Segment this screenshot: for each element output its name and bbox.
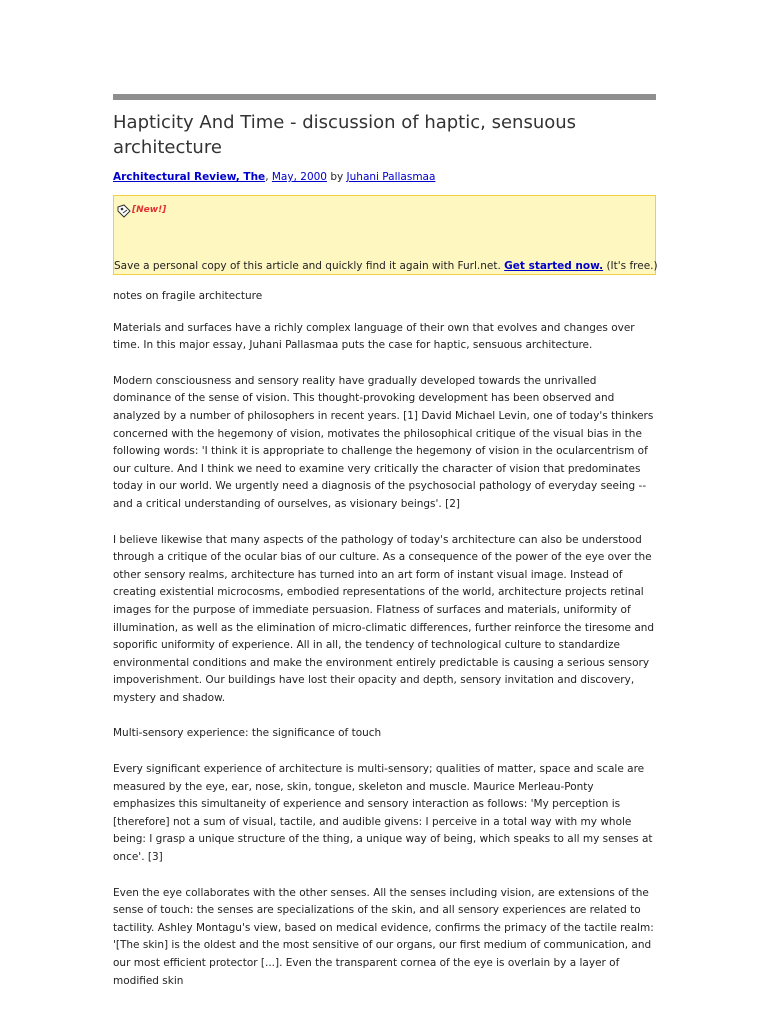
article-subtitle: notes on fragile architecture [113,290,263,302]
article-paragraph: Modern consciousness and sensory reality have gradually developed towards the unrivalled dominance of the sense of vision. This thought-provoking development has been observed and analyzed by a number of philosophers in recent years. [1] David Michael Levin, one of today's thinkers concerned with the hegemony of vision, motivates the philosophical critique of the visual bias in the following words: 'I think it is appropriate to challenge the hegemony of vision in the ocularcentrism of our culture. And I think we need to examine very critically the character of vision that predominates today in our world. We urgently need a diagnosis of the psychosocial pathology of everyday seeing -- and a critical understanding of ourselves, as visionary beings'. [2] [113,374,654,510]
promo-suffix: (It's free.) [603,260,658,272]
article-paragraph: I believe likewise that many aspects of the pathology of today's architecture can also be understood through a critique of the ocular bias of our culture. As a consequence of the power of the eye over the other sensory realms, architecture has turned into an art form of instant visual image. Instead of creating existential microcosms, embodied representations of the world, architecture projects retinal images for the purpose of immediate persuasion. Flatness of surfaces and materials, uniformity of illumination, as well as the elimination of micro-climatic differences, further reinforce the tiresome and soporific uniformity of experience. All in all, the tendency of technological culture to standardize environmental conditions and make the environment entirely predictable is causing a serious sensory impoverishment. Our buildings have lost their opacity and depth, sensory invitation and discovery, mystery and shadow. [113,533,655,704]
get-started-link[interactable]: Get started now. [504,260,604,272]
bookmark-tag-icon [117,203,131,217]
article-paragraph: Every significant experience of architecture is multi-sensory; qualities of matter, space and scale are measured by the eye, ear, nose, skin, tongue, skeleton and muscle. Maurice Merleau-Ponty emphasizes this simultaneity of experience and sensory interaction as follows: 'My perception is [therefore] not a sum of visual, tactile, and audible givens: I perceive in a total way with my whole being: I grasp a unique structure of the thing, a unique way of being, which speaks to all my senses at once'. [3] [113,763,653,864]
article-standfirst: Materials and surfaces have a richly complex language of their own that evolves and changes over time. In this major essay, Juhani Pallasmaa puts the case for haptic, sensuous architecture. [113,321,635,352]
issue-date-link[interactable]: May, 2000 [271,171,327,183]
byline-separator: , [265,171,272,183]
new-badge [117,202,166,218]
promo-message [114,259,658,273]
publication-link[interactable]: Architectural Review, The [113,171,266,183]
promo-text: Save a personal copy of this article and quickly find it again with Furl.net. [114,260,505,272]
furl-promo-box [113,195,656,275]
article-paragraph: Even the eye collaborates with the other senses. All the senses including vision, are extensions of the sense of touch: the senses are specializations of the skin, and all sensory experiences are related to tactility. Ashley Montagu's view, based on medical evidence, confirms the primacy of the tactile realm: '[The skin] is the oldest and the most sensitive of our organs, our first medium of communication, and our most efficient protector [...]. Even the transparent cornea of the eye is overlain by a layer of modified skin [113,886,654,987]
article-page [113,94,656,1008]
section-heading: Multi-sensory experience: the significance of touch [113,727,382,740]
byline [113,170,656,184]
header-divider [113,94,656,100]
article-body [113,288,656,990]
article-title: Hapticity And Time - discussion of haptic, sensuous architecture [113,112,577,158]
author-link[interactable]: Juhani Pallasmaa [346,171,436,183]
byline-by: by [326,171,347,183]
new-label: [New!] [132,205,167,215]
